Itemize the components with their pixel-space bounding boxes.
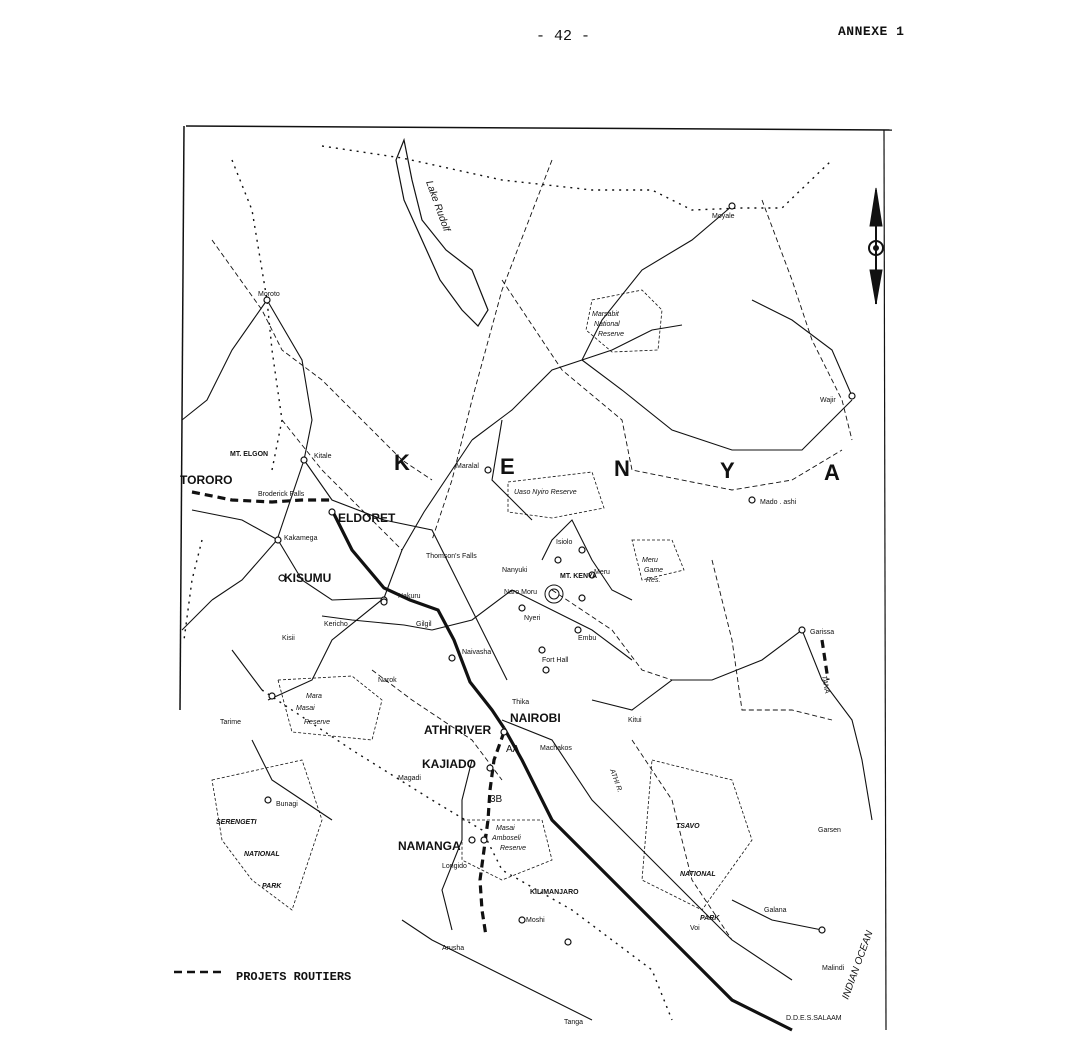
dar-es-salaam-label: D.D.E.S.SALAAM	[786, 1015, 842, 1022]
park-label: PARK	[700, 915, 720, 922]
town-kericho: Kericho	[324, 621, 348, 628]
mara-masai-label-3: Reserve	[304, 719, 331, 726]
lake-rudolf-label: Lake Rudolf	[423, 179, 452, 234]
section-bb-label: 3B	[490, 794, 503, 805]
town-kitui: Kitui	[628, 717, 642, 724]
country-letter-y: Y	[720, 458, 737, 483]
uaso-nyiro-label: Uaso Nyiro Reserve	[514, 489, 577, 496]
town-thika: Thika	[512, 699, 530, 706]
meru-game-label-1: Meru	[642, 557, 658, 564]
town-fort-hall: Fort Hall	[542, 657, 569, 664]
marsabit-label-3: Reserve	[598, 331, 625, 338]
marsabit-label-2: National	[594, 321, 620, 328]
town-magadi: Magadi	[398, 775, 421, 782]
town-kisumu: KISUMU	[284, 571, 332, 585]
town-narok: Narok	[378, 677, 397, 684]
railway-main-line	[332, 510, 792, 1030]
town-wajir: Wajir	[820, 397, 836, 404]
town-mt-kenya: MT. KENYA	[560, 573, 598, 580]
town-gilgil: Gilgil	[416, 621, 432, 628]
town-kilimanjaro: KILIMANJARO	[530, 889, 579, 896]
town-namanga: NAMANGA	[398, 839, 461, 853]
town-thomsons-falls: Thomson's Falls	[426, 553, 477, 560]
frame-left	[180, 126, 184, 710]
town-moyale: Moyale	[712, 213, 735, 220]
serengeti-label-3: PARK	[262, 883, 282, 890]
town-naivasha: Naivasha	[462, 649, 492, 656]
athi-river-label: ATHI R.	[608, 768, 624, 794]
country-letter-e: E	[500, 454, 517, 479]
frame-right	[884, 130, 886, 1030]
town-mt-elgon: MT. ELGON	[230, 451, 269, 458]
town-nairobi: NAIROBI	[510, 711, 561, 725]
town-machakos: Machakos	[540, 745, 572, 752]
mara-masai-label-1: Mara	[306, 693, 322, 700]
minor-roads	[182, 206, 872, 1020]
town-nyeri: Nyeri	[524, 615, 541, 622]
town-moroto: Moroto	[258, 291, 280, 298]
town-galana: Galana	[764, 907, 787, 914]
map-legend	[174, 970, 351, 984]
town-kajiado: KAJIADO	[422, 757, 477, 771]
town-kitale: Kitale	[314, 453, 332, 460]
town-athi-river: ATHI RIVER	[424, 723, 492, 737]
town-moshi: Moshi	[526, 917, 545, 924]
serengeti-label-1: SERENGETI	[216, 819, 257, 826]
page-header	[0, 24, 1092, 48]
district-boundaries	[212, 160, 852, 940]
north-arrow-icon	[869, 188, 883, 304]
country-letter-n: N	[614, 456, 632, 481]
section-aa-label: AA	[506, 744, 520, 755]
town-mado-gashi: Mado . ashi	[760, 499, 797, 506]
page-number: - 42 -	[536, 28, 591, 45]
kenya-road-map	[172, 120, 892, 1032]
town-isiolo: Isiolo	[556, 539, 573, 546]
town-longido: Longido	[442, 863, 467, 870]
town-nakuru: Nakuru	[398, 593, 421, 600]
country-letter-k: K	[394, 450, 412, 475]
tana-river-label: TANA	[820, 675, 831, 695]
map-canvas	[172, 120, 892, 1032]
ocean-label: INDIAN OCEAN	[840, 929, 876, 1002]
town-tarime: Tarime	[220, 719, 242, 726]
meru-game-label-3: Res.	[646, 577, 661, 584]
town-garissa: Garissa	[810, 629, 835, 636]
tsavo-label-1: TSAVO	[676, 823, 700, 830]
serengeti-label-2: NATIONAL	[244, 851, 280, 858]
town-naro-moru: Naro Moru	[504, 589, 538, 596]
town-broderick-falls: Broderick Falls	[258, 491, 305, 498]
frame-top	[186, 126, 892, 130]
town-kakamega: Kakamega	[284, 535, 318, 542]
town-tororo: TORORO	[180, 473, 233, 487]
town-garsen: Garsen	[818, 827, 841, 834]
town-malindi: Malindi	[822, 965, 845, 972]
town-meru: Meru	[594, 569, 610, 576]
town-eldoret: ELDORET	[338, 511, 396, 525]
town-arusha: Arusha	[442, 945, 465, 952]
mt-kenya-symbol	[545, 585, 563, 603]
town-maralal: Maralal	[456, 463, 479, 470]
town-bunagi: Bunagi	[276, 801, 298, 808]
mara-masai-label-2: Masai	[296, 705, 315, 712]
park-outlines	[212, 290, 752, 910]
town-embu: Embu	[578, 635, 597, 642]
marsabit-label-1: Marsabit	[592, 311, 619, 318]
town-tanga: Tanga	[564, 1019, 584, 1026]
annex-label: ANNEXE 1	[838, 24, 905, 39]
meru-game-label-2: Game	[644, 567, 664, 574]
amboseli-label-1: Masai	[496, 825, 515, 832]
tsavo-label-2: NATIONAL	[680, 871, 716, 878]
lake-rudolf-shape	[396, 140, 488, 326]
amboseli-label-3: Reserve	[500, 845, 527, 852]
town-kisii: Kisii	[282, 635, 295, 642]
amboseli-label-2: Amboseli	[492, 835, 521, 842]
legend-label: PROJETS ROUTIERS	[236, 970, 352, 984]
country-letter-a: A	[824, 460, 842, 485]
town-nanyuki: Nanyuki	[502, 567, 528, 574]
town-voi: Voi	[690, 925, 700, 932]
